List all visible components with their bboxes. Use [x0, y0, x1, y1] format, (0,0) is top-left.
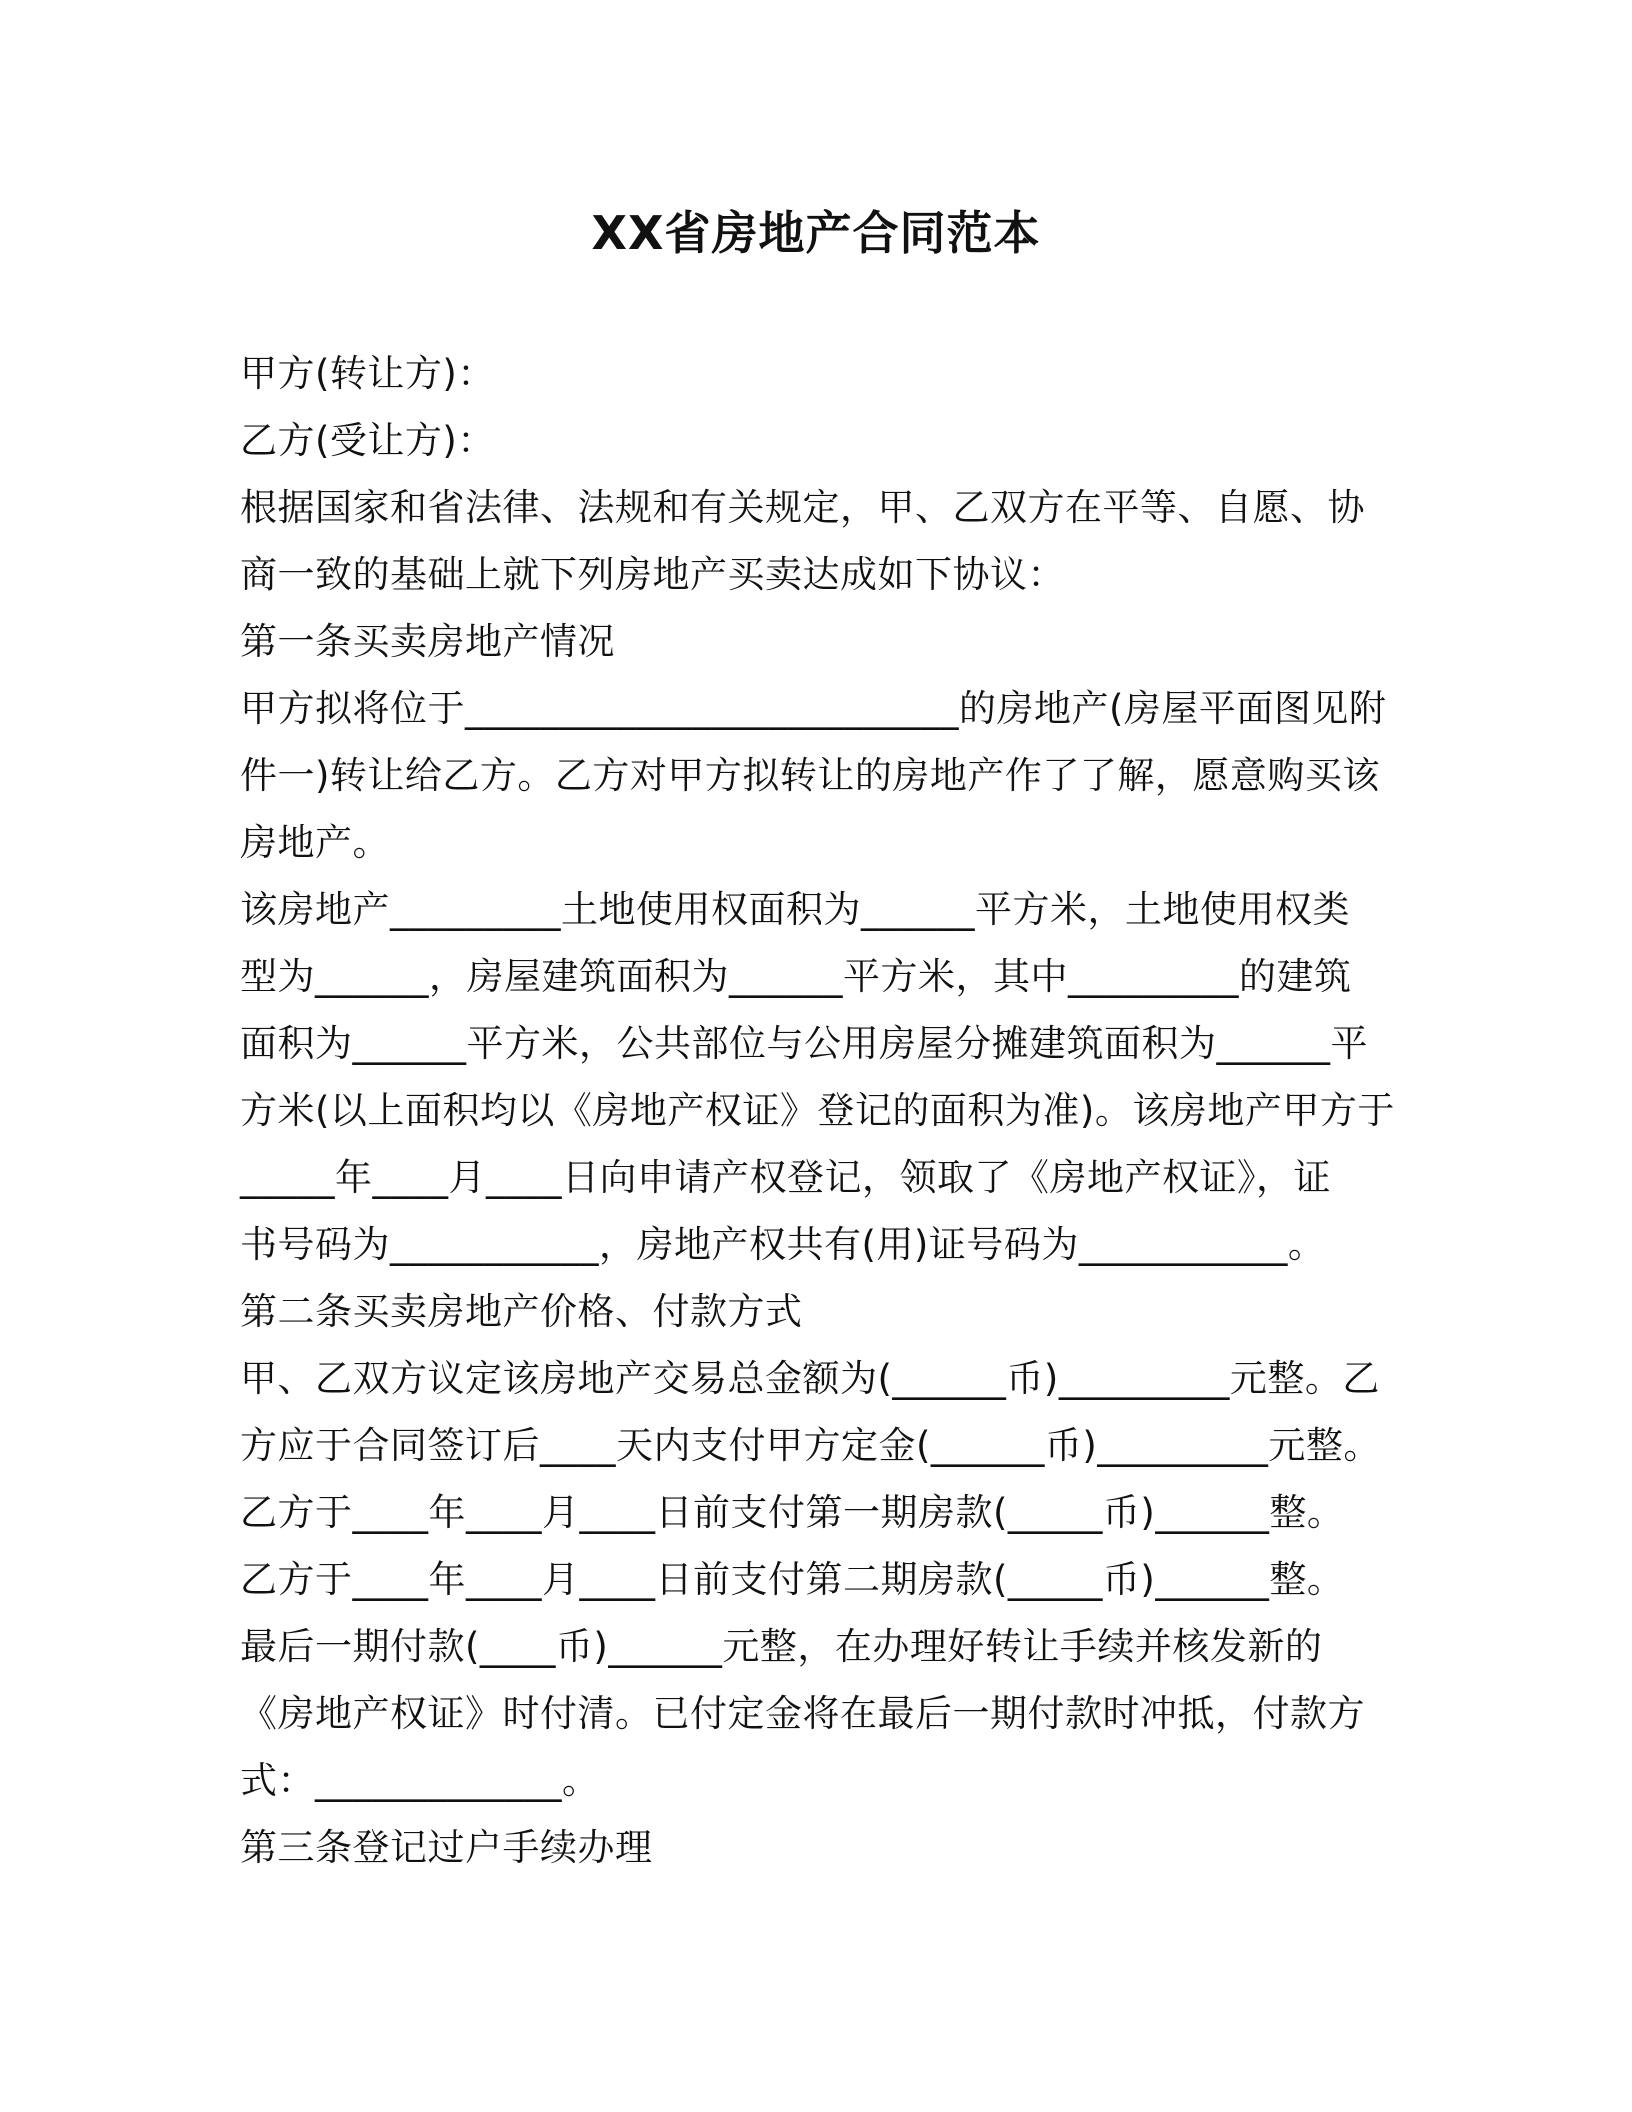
paragraph-line: 方米(以上面积均以《房地产权证》登记的面积为准)。该房地产甲方于 [240, 1089, 1395, 1132]
paragraph-line: 甲、乙双方议定该房地产交易总金额为(______币)_________元整。乙 [240, 1357, 1380, 1400]
paragraph-line: _____年____月____日向申请产权登记，领取了《房地产权证》，证 [240, 1156, 1331, 1199]
paragraph-line: 房地产。 [240, 821, 390, 864]
paragraph-line: 甲方拟将位于__________________________的房地产(房屋平面图见附 [240, 687, 1387, 730]
party-a-line: 甲方(转让方)： [240, 352, 495, 395]
paragraph-line: 式：_____________。 [240, 1759, 600, 1802]
document-title: XX省房地产合同范本 [591, 206, 1041, 260]
paragraph-line: 该房地产_________土地使用权面积为______平方米，土地使用权类 [240, 888, 1350, 931]
preamble-line: 商一致的基础上就下列房地产买卖达成如下协议： [240, 553, 1065, 596]
paragraph-line: 乙方于____年____月____日前支付第一期房款(_____币)______整。 [240, 1491, 1345, 1534]
article-2-heading: 第二条买卖房地产价格、付款方式 [240, 1290, 803, 1333]
paragraph-line: 最后一期付款(____币)______元整，在办理好转让手续并核发新的 [240, 1625, 1323, 1668]
article-1-heading: 第一条买卖房地产情况 [240, 620, 615, 663]
article-3-heading: 第三条登记过户手续办理 [240, 1826, 653, 1869]
paragraph-line: 型为______，房屋建筑面积为______平方米，其中_________的建筑 [240, 955, 1352, 998]
document-body [240, 340, 1395, 1881]
party-b-line: 乙方(受让方)： [240, 419, 495, 462]
paragraph-line: 乙方于____年____月____日前支付第二期房款(_____币)______整。 [240, 1558, 1345, 1601]
paragraph-line: 件一)转让给乙方。乙方对甲方拟转让的房地产作了了解，愿意购买该 [240, 754, 1380, 797]
paragraph-line: 《房地产权证》时付清。已付定金将在最后一期付款时冲抵，付款方 [240, 1692, 1365, 1735]
paragraph-line: 面积为______平方米，公共部位与公用房屋分摊建筑面积为______平 [240, 1022, 1368, 1065]
paragraph-line: 方应于合同签订后____天内支付甲方定金(______币)_________元整。 [240, 1424, 1381, 1467]
paragraph-line: 书号码为___________，房地产权共有(用)证号码为___________。 [240, 1223, 1326, 1266]
preamble-line: 根据国家和省法律、法规和有关规定，甲、乙双方在平等、自愿、协 [240, 486, 1365, 529]
